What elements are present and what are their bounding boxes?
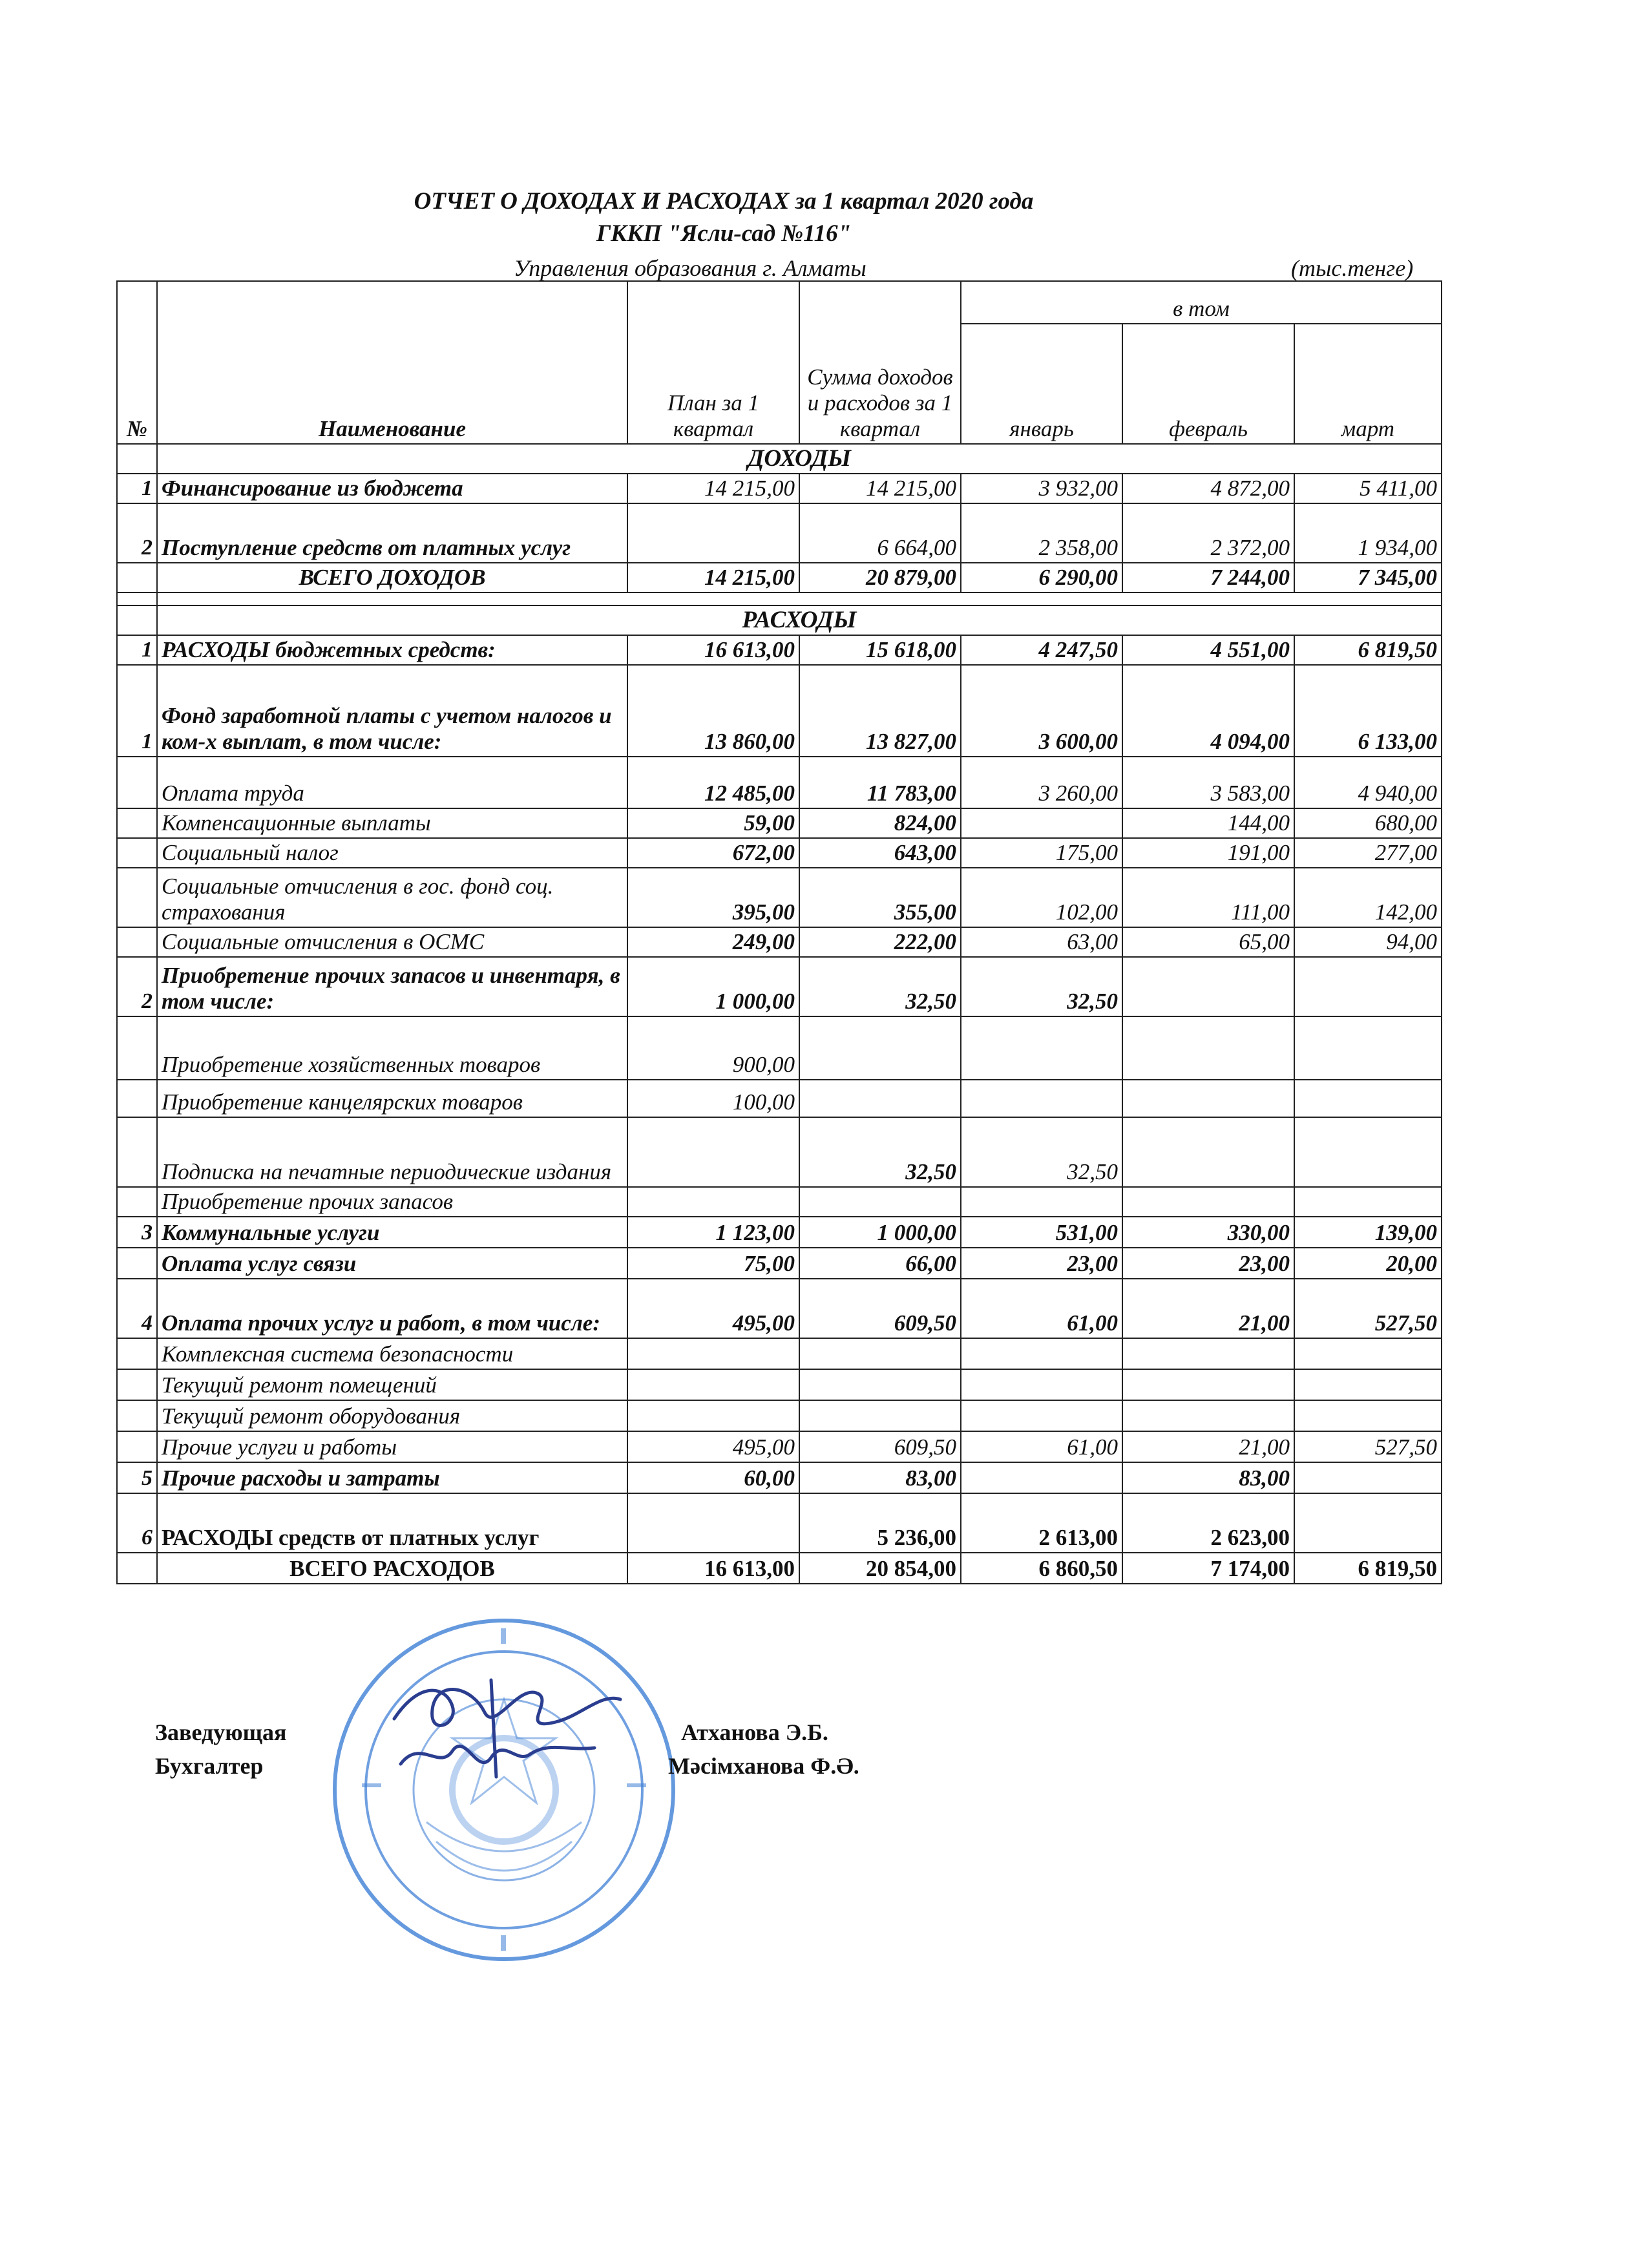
row-name: Социальные отчисления в ОСМС: [157, 927, 627, 957]
cell-plan: 14 215,00: [627, 474, 799, 503]
cell-jan: [961, 1187, 1122, 1217]
cell-mar: 680,00: [1294, 808, 1442, 838]
table-row: [117, 503, 1442, 563]
row-name: Оплата прочих услуг и работ, в том числе:: [157, 1279, 627, 1338]
row-name: РАСХОДЫ средств от платных услуг: [157, 1493, 627, 1553]
cell-mar: 139,00: [1294, 1217, 1442, 1248]
row-number: [117, 868, 157, 927]
department-name: Управления образования г. Алматы: [514, 255, 867, 281]
cell-sum: 13 827,00: [799, 665, 961, 757]
cell-plan: 59,00: [627, 808, 799, 838]
cell-jan: 3 600,00: [961, 665, 1122, 757]
cell-plan: [627, 1493, 799, 1553]
row-number: 6: [117, 1493, 157, 1553]
cell-feb: 3 583,00: [1122, 757, 1294, 808]
cell-plan: 75,00: [627, 1248, 799, 1279]
cell-feb: 330,00: [1122, 1217, 1294, 1248]
table-row: [117, 757, 1442, 808]
cell-jan: 3 932,00: [961, 474, 1122, 503]
table-row: [117, 838, 1442, 868]
cell-plan: 13 860,00: [627, 665, 799, 757]
cell-jan: 32,50: [961, 957, 1122, 1016]
row-number: [117, 1080, 157, 1117]
cell-feb: [1122, 957, 1294, 1016]
table-row: [117, 1248, 1442, 1279]
table-row: [117, 1338, 1442, 1369]
official-stamp: [323, 1609, 685, 1971]
row-number: [117, 1117, 157, 1187]
cell-jan: 531,00: [961, 1217, 1122, 1248]
cell-plan: [627, 503, 799, 563]
table-row: [117, 1080, 1442, 1117]
cell-sum: 222,00: [799, 927, 961, 957]
cell-plan: 1 000,00: [627, 957, 799, 1016]
cell-sum: 83,00: [799, 1462, 961, 1493]
row-name: Оплата труда: [157, 757, 627, 808]
cell-mar: 94,00: [1294, 927, 1442, 957]
report-table: [116, 280, 1442, 1584]
cell-jan: 102,00: [961, 868, 1122, 927]
cell-feb: 23,00: [1122, 1248, 1294, 1279]
cell-plan: 672,00: [627, 838, 799, 868]
cell-sum: [799, 1080, 961, 1117]
cell-plan: 16 613,00: [627, 635, 799, 665]
row-name: Компенсационные выплаты: [157, 808, 627, 838]
cell-feb: [1122, 1117, 1294, 1187]
row-number: [117, 838, 157, 868]
row-name: Подписка на печатные периодические издания: [157, 1117, 627, 1187]
cell-plan: 395,00: [627, 868, 799, 927]
cell-mar: 1 934,00: [1294, 503, 1442, 563]
currency-unit: (тыс.тенге): [1291, 255, 1414, 281]
cell-mar: [1294, 1338, 1442, 1369]
row-number: [117, 1338, 157, 1369]
cell-feb: 2 372,00: [1122, 503, 1294, 563]
col-header-sum: Сумма доходов и расходов за 1 квартал: [799, 281, 961, 444]
section-expense: РАСХОДЫ: [157, 605, 1442, 635]
row-name: Коммунальные услуги: [157, 1217, 627, 1248]
col-header-january: январь: [961, 324, 1122, 444]
row-number: [117, 1187, 157, 1217]
cell-feb: 4 551,00: [1122, 635, 1294, 665]
row-number: [117, 1553, 157, 1584]
table-row: [117, 665, 1442, 757]
row-number: [117, 808, 157, 838]
cell-plan: [627, 1187, 799, 1217]
cell-feb: 7 244,00: [1122, 563, 1294, 593]
cell-sum: 14 215,00: [799, 474, 961, 503]
cell-feb: 4 872,00: [1122, 474, 1294, 503]
row-number: 1: [117, 474, 157, 503]
cell-mar: 527,50: [1294, 1431, 1442, 1462]
cell-mar: 527,50: [1294, 1279, 1442, 1338]
cell-jan: 63,00: [961, 927, 1122, 957]
table-row: [117, 1187, 1442, 1217]
organization-name: ГККП "Ясли-сад №116": [596, 220, 852, 247]
cell-feb: 144,00: [1122, 808, 1294, 838]
cell-feb: 21,00: [1122, 1279, 1294, 1338]
cell-mar: [1294, 1016, 1442, 1080]
row-name: Социальный налог: [157, 838, 627, 868]
cell-plan: [627, 1338, 799, 1369]
cell-sum: 824,00: [799, 808, 961, 838]
col-header-including: в том: [961, 281, 1442, 324]
signature-name-head: Атханова Э.Б.: [681, 1719, 828, 1745]
table-row: [117, 1279, 1442, 1338]
cell-jan: [961, 1080, 1122, 1117]
cell-mar: 6 819,50: [1294, 1553, 1442, 1584]
cell-sum: 5 236,00: [799, 1493, 961, 1553]
cell-mar: [1294, 1080, 1442, 1117]
row-name: Поступление средств от платных услуг: [157, 503, 627, 563]
cell-jan: 175,00: [961, 838, 1122, 868]
cell-sum: 32,50: [799, 957, 961, 1016]
row-number: [117, 927, 157, 957]
cell-jan: 4 247,50: [961, 635, 1122, 665]
row-name: Приобретение хозяйственных товаров: [157, 1016, 627, 1080]
cell-plan: [627, 1117, 799, 1187]
cell-plan: 900,00: [627, 1016, 799, 1080]
cell-jan: 23,00: [961, 1248, 1122, 1279]
cell-plan: 249,00: [627, 927, 799, 957]
signature-role-head: Заведующая: [155, 1719, 287, 1745]
row-name: Финансирование из бюджета: [157, 474, 627, 503]
cell-jan: 2 613,00: [961, 1493, 1122, 1553]
row-name: Комплексная система безопасности: [157, 1338, 627, 1369]
cell-feb: [1122, 1400, 1294, 1431]
cell-jan: 61,00: [961, 1279, 1122, 1338]
cell-mar: [1294, 1493, 1442, 1553]
signature-name-accountant: Мәсімханова Ф.Ә.: [668, 1753, 859, 1779]
cell-sum: 6 664,00: [799, 503, 961, 563]
row-number: 5: [117, 1462, 157, 1493]
cell-sum: 609,50: [799, 1431, 961, 1462]
cell-mar: 7 345,00: [1294, 563, 1442, 593]
signature-role-accountant: Бухгалтер: [155, 1753, 264, 1779]
cell-sum: 1 000,00: [799, 1217, 961, 1248]
cell-jan: 32,50: [961, 1117, 1122, 1187]
cell-feb: [1122, 1369, 1294, 1400]
table-row: [117, 1369, 1442, 1400]
row-name: Текущий ремонт помещений: [157, 1369, 627, 1400]
row-number: 3: [117, 1217, 157, 1248]
cell-jan: [961, 1016, 1122, 1080]
col-header-march: март: [1294, 324, 1442, 444]
cell-plan: [627, 1369, 799, 1400]
cell-jan: [961, 1400, 1122, 1431]
cell-plan: 100,00: [627, 1080, 799, 1117]
row-name: Приобретение прочих запасов и инвентаря, в том числе:: [157, 957, 627, 1016]
cell-sum: [799, 1400, 961, 1431]
cell-plan: 495,00: [627, 1279, 799, 1338]
cell-feb: 7 174,00: [1122, 1553, 1294, 1584]
cell-sum: 609,50: [799, 1279, 961, 1338]
row-name: ВСЕГО ДОХОДОВ: [157, 563, 627, 593]
row-number: [117, 757, 157, 808]
cell-feb: 111,00: [1122, 868, 1294, 927]
report-title: ОТЧЕТ О ДОХОДАХ И РАСХОДАХ за 1 квартал 2020 года: [414, 188, 1034, 215]
row-name: Оплата услуг связи: [157, 1248, 627, 1279]
row-number: [117, 1369, 157, 1400]
cell-sum: 15 618,00: [799, 635, 961, 665]
table-row: [117, 957, 1442, 1016]
row-name: Прочие расходы и затраты: [157, 1462, 627, 1493]
table-row: [117, 868, 1442, 927]
cell-jan: 2 358,00: [961, 503, 1122, 563]
row-name: Приобретение прочих запасов: [157, 1187, 627, 1217]
col-header-name: Наименование: [157, 281, 627, 444]
cell-plan: 14 215,00: [627, 563, 799, 593]
cell-mar: 6 133,00: [1294, 665, 1442, 757]
cell-jan: 6 860,50: [961, 1553, 1122, 1584]
row-name: РАСХОДЫ бюджетных средств:: [157, 635, 627, 665]
row-number: 2: [117, 503, 157, 563]
cell-sum: 32,50: [799, 1117, 961, 1187]
cell-mar: 20,00: [1294, 1248, 1442, 1279]
row-number: [117, 1400, 157, 1431]
table-row: [117, 1400, 1442, 1431]
cell-mar: 4 940,00: [1294, 757, 1442, 808]
row-name: Фонд заработной платы с учетом налогов и ком-х выплат, в том числе:: [157, 665, 627, 757]
table-row: [117, 474, 1442, 503]
cell-mar: 6 819,50: [1294, 635, 1442, 665]
table-row: [117, 808, 1442, 838]
cell-mar: [1294, 1462, 1442, 1493]
cell-plan: 12 485,00: [627, 757, 799, 808]
cell-feb: [1122, 1187, 1294, 1217]
table-row: [117, 927, 1442, 957]
table-row: [117, 1117, 1442, 1187]
table-row: [117, 1016, 1442, 1080]
row-number: [117, 1431, 157, 1462]
cell-jan: [961, 1462, 1122, 1493]
cell-sum: 20 854,00: [799, 1553, 961, 1584]
cell-mar: [1294, 1117, 1442, 1187]
cell-jan: 3 260,00: [961, 757, 1122, 808]
cell-jan: 61,00: [961, 1431, 1122, 1462]
table-row: [117, 1431, 1442, 1462]
cell-jan: [961, 1338, 1122, 1369]
cell-plan: 60,00: [627, 1462, 799, 1493]
row-number: [117, 1248, 157, 1279]
handwritten-signature: [394, 1680, 620, 1777]
cell-feb: 65,00: [1122, 927, 1294, 957]
table-row: [117, 1217, 1442, 1248]
cell-feb: 2 623,00: [1122, 1493, 1294, 1553]
cell-feb: [1122, 1080, 1294, 1117]
row-number: [117, 563, 157, 593]
cell-feb: 83,00: [1122, 1462, 1294, 1493]
cell-jan: [961, 1369, 1122, 1400]
table-row: [117, 1493, 1442, 1553]
col-header-plan: План за 1 квартал: [627, 281, 799, 444]
cell-sum: 20 879,00: [799, 563, 961, 593]
cell-feb: 4 094,00: [1122, 665, 1294, 757]
cell-plan: 1 123,00: [627, 1217, 799, 1248]
cell-mar: 142,00: [1294, 868, 1442, 927]
cell-sum: [799, 1187, 961, 1217]
col-header-number: №: [117, 281, 157, 444]
cell-jan: 6 290,00: [961, 563, 1122, 593]
table-row: [117, 635, 1442, 665]
row-name: Прочие услуги и работы: [157, 1431, 627, 1462]
cell-mar: [1294, 957, 1442, 1016]
cell-sum: [799, 1369, 961, 1400]
table-row: [117, 1553, 1442, 1584]
row-number: 1: [117, 665, 157, 757]
cell-sum: [799, 1338, 961, 1369]
cell-jan: [961, 808, 1122, 838]
row-name: Текущий ремонт оборудования: [157, 1400, 627, 1431]
cell-mar: [1294, 1187, 1442, 1217]
row-number: 1: [117, 635, 157, 665]
cell-sum: 11 783,00: [799, 757, 961, 808]
cell-mar: 5 411,00: [1294, 474, 1442, 503]
cell-sum: 643,00: [799, 838, 961, 868]
cell-plan: 16 613,00: [627, 1553, 799, 1584]
row-name: Приобретение канцелярских товаров: [157, 1080, 627, 1117]
cell-sum: 355,00: [799, 868, 961, 927]
cell-mar: [1294, 1369, 1442, 1400]
row-name: Социальные отчисления в гос. фонд соц. страхования: [157, 868, 627, 927]
cell-sum: 66,00: [799, 1248, 961, 1279]
cell-mar: 277,00: [1294, 838, 1442, 868]
table-row: [117, 563, 1442, 593]
row-number: [117, 1016, 157, 1080]
cell-feb: [1122, 1016, 1294, 1080]
cell-mar: [1294, 1400, 1442, 1431]
col-header-february: февраль: [1122, 324, 1294, 444]
cell-sum: [799, 1016, 961, 1080]
cell-feb: 21,00: [1122, 1431, 1294, 1462]
cell-feb: 191,00: [1122, 838, 1294, 868]
cell-feb: [1122, 1338, 1294, 1369]
row-number: 2: [117, 957, 157, 1016]
cell-plan: [627, 1400, 799, 1431]
table-row: [117, 1462, 1442, 1493]
row-number: 4: [117, 1279, 157, 1338]
cell-plan: 495,00: [627, 1431, 799, 1462]
row-name: ВСЕГО РАСХОДОВ: [157, 1553, 627, 1584]
section-income: ДОХОДЫ: [157, 444, 1442, 474]
